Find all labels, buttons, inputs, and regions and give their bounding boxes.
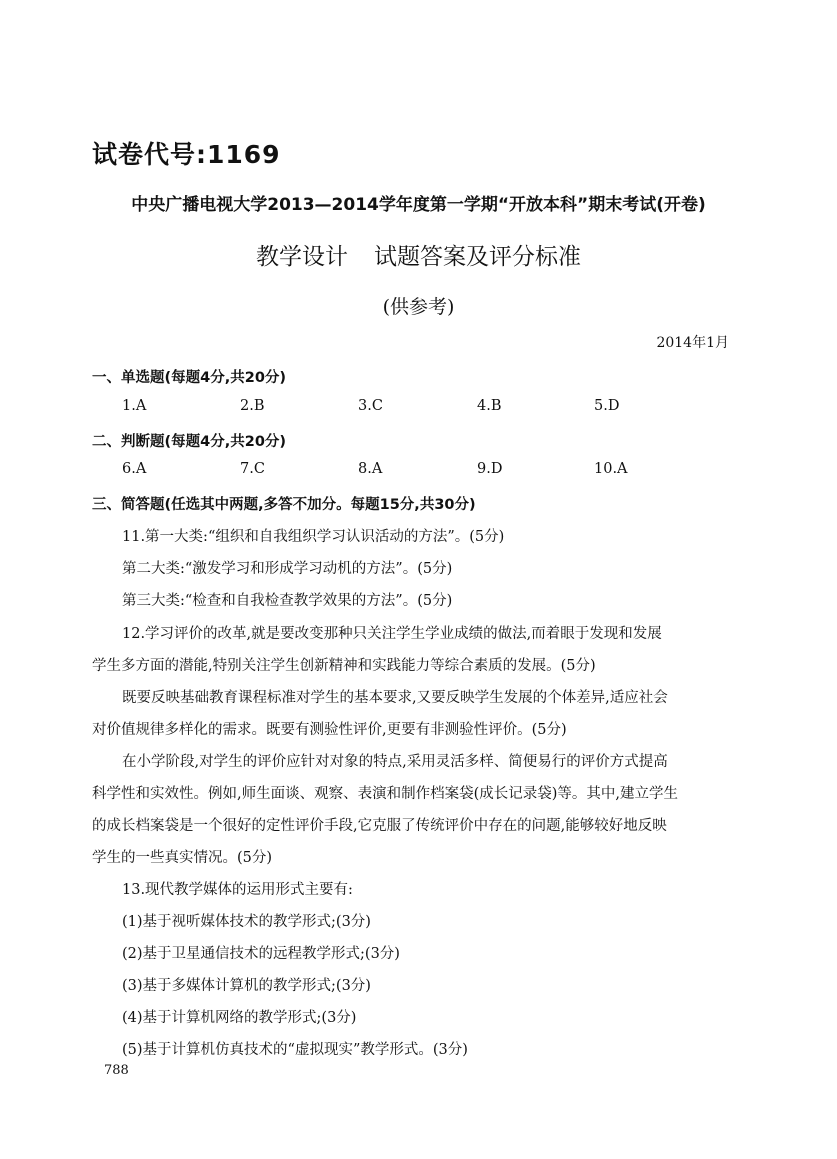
q12-line: 学生的一些真实情况。(5分) — [92, 850, 273, 866]
answer-9: 9.D — [477, 461, 503, 477]
q13-line: (3)基于多媒体计算机的教学形式;(3分) — [122, 978, 371, 994]
answer-1: 1.A — [122, 398, 147, 414]
subject-name: 教学设计 — [256, 244, 348, 270]
section-3-heading: 三、简答题(任选其中两题,多答不加分。每题15分,共30分) — [92, 497, 476, 513]
paper-code: 试卷代号:1169 — [92, 140, 281, 169]
answer-2: 2.B — [240, 398, 265, 414]
q13-line: (2)基于卫星通信技术的远程教学形式;(3分) — [122, 946, 400, 962]
page-number: 788 — [104, 1063, 129, 1078]
q13-line: (5)基于计算机仿真技术的“虚拟现实”教学形式。(3分) — [122, 1042, 468, 1058]
exam-name: 中央广播电视大学2013—2014学年度第一学期“开放本科”期末考试(开卷) — [131, 195, 706, 215]
answer-10: 10.A — [594, 461, 628, 477]
title-text: 试题答案及评分标准 — [374, 244, 581, 270]
q11-line: 第二大类:“激发学习和形成学习动机的方法”。(5分) — [122, 561, 453, 577]
answer-6: 6.A — [122, 461, 147, 477]
q12-line: 对价值规律多样化的需求。既要有测验性评价,更要有非测验性评价。(5分) — [92, 722, 567, 738]
q13-line: 13.现代教学媒体的运用形式主要有: — [122, 882, 353, 898]
q12-line: 既要反映基础教育课程标准对学生的基本要求,又要反映学生发展的个体差异,适应社会 — [122, 690, 668, 706]
q12-line: 科学性和实效性。例如,师生面谈、观察、表演和制作档案袋(成长记录袋)等。其中,建立学生 — [92, 786, 679, 802]
section-1-heading: 一、单选题(每题4分,共20分) — [92, 370, 287, 386]
q12-line: 学生多方面的潜能,特别关注学生创新精神和实践能力等综合素质的发展。(5分) — [92, 658, 596, 674]
reference-note: (供参考) — [382, 296, 455, 318]
q13-line: (1)基于视听媒体技术的教学形式;(3分) — [122, 914, 371, 930]
q13-line: (4)基于计算机网络的教学形式;(3分) — [122, 1010, 357, 1026]
answer-3: 3.C — [358, 398, 383, 414]
q12-line: 在小学阶段,对学生的评价应针对对象的特点,采用灵活多样、简便易行的评价方式提高 — [122, 754, 668, 770]
answer-7: 7.C — [240, 461, 265, 477]
answer-5: 5.D — [594, 398, 620, 414]
q12-line: 12.学习评价的改革,就是要改变那种只关注学生学业成绩的做法,而着眼于发现和发展 — [122, 626, 662, 642]
answer-4: 4.B — [477, 398, 502, 414]
q11-line: 第三大类:“检查和自我检查教学效果的方法”。(5分) — [122, 593, 453, 609]
section-2-heading: 二、判断题(每题4分,共20分) — [92, 434, 287, 450]
q11-line: 11.第一大类:“组织和自我组织学习认识活动的方法”。(5分) — [122, 529, 505, 545]
answer-8: 8.A — [358, 461, 383, 477]
document-title — [0, 238, 837, 271]
exam-date: 2014年1月 — [656, 335, 729, 351]
q12-line: 的成长档案袋是一个很好的定性评价手段,它克服了传统评价中存在的问题,能够较好地反映 — [92, 818, 667, 834]
